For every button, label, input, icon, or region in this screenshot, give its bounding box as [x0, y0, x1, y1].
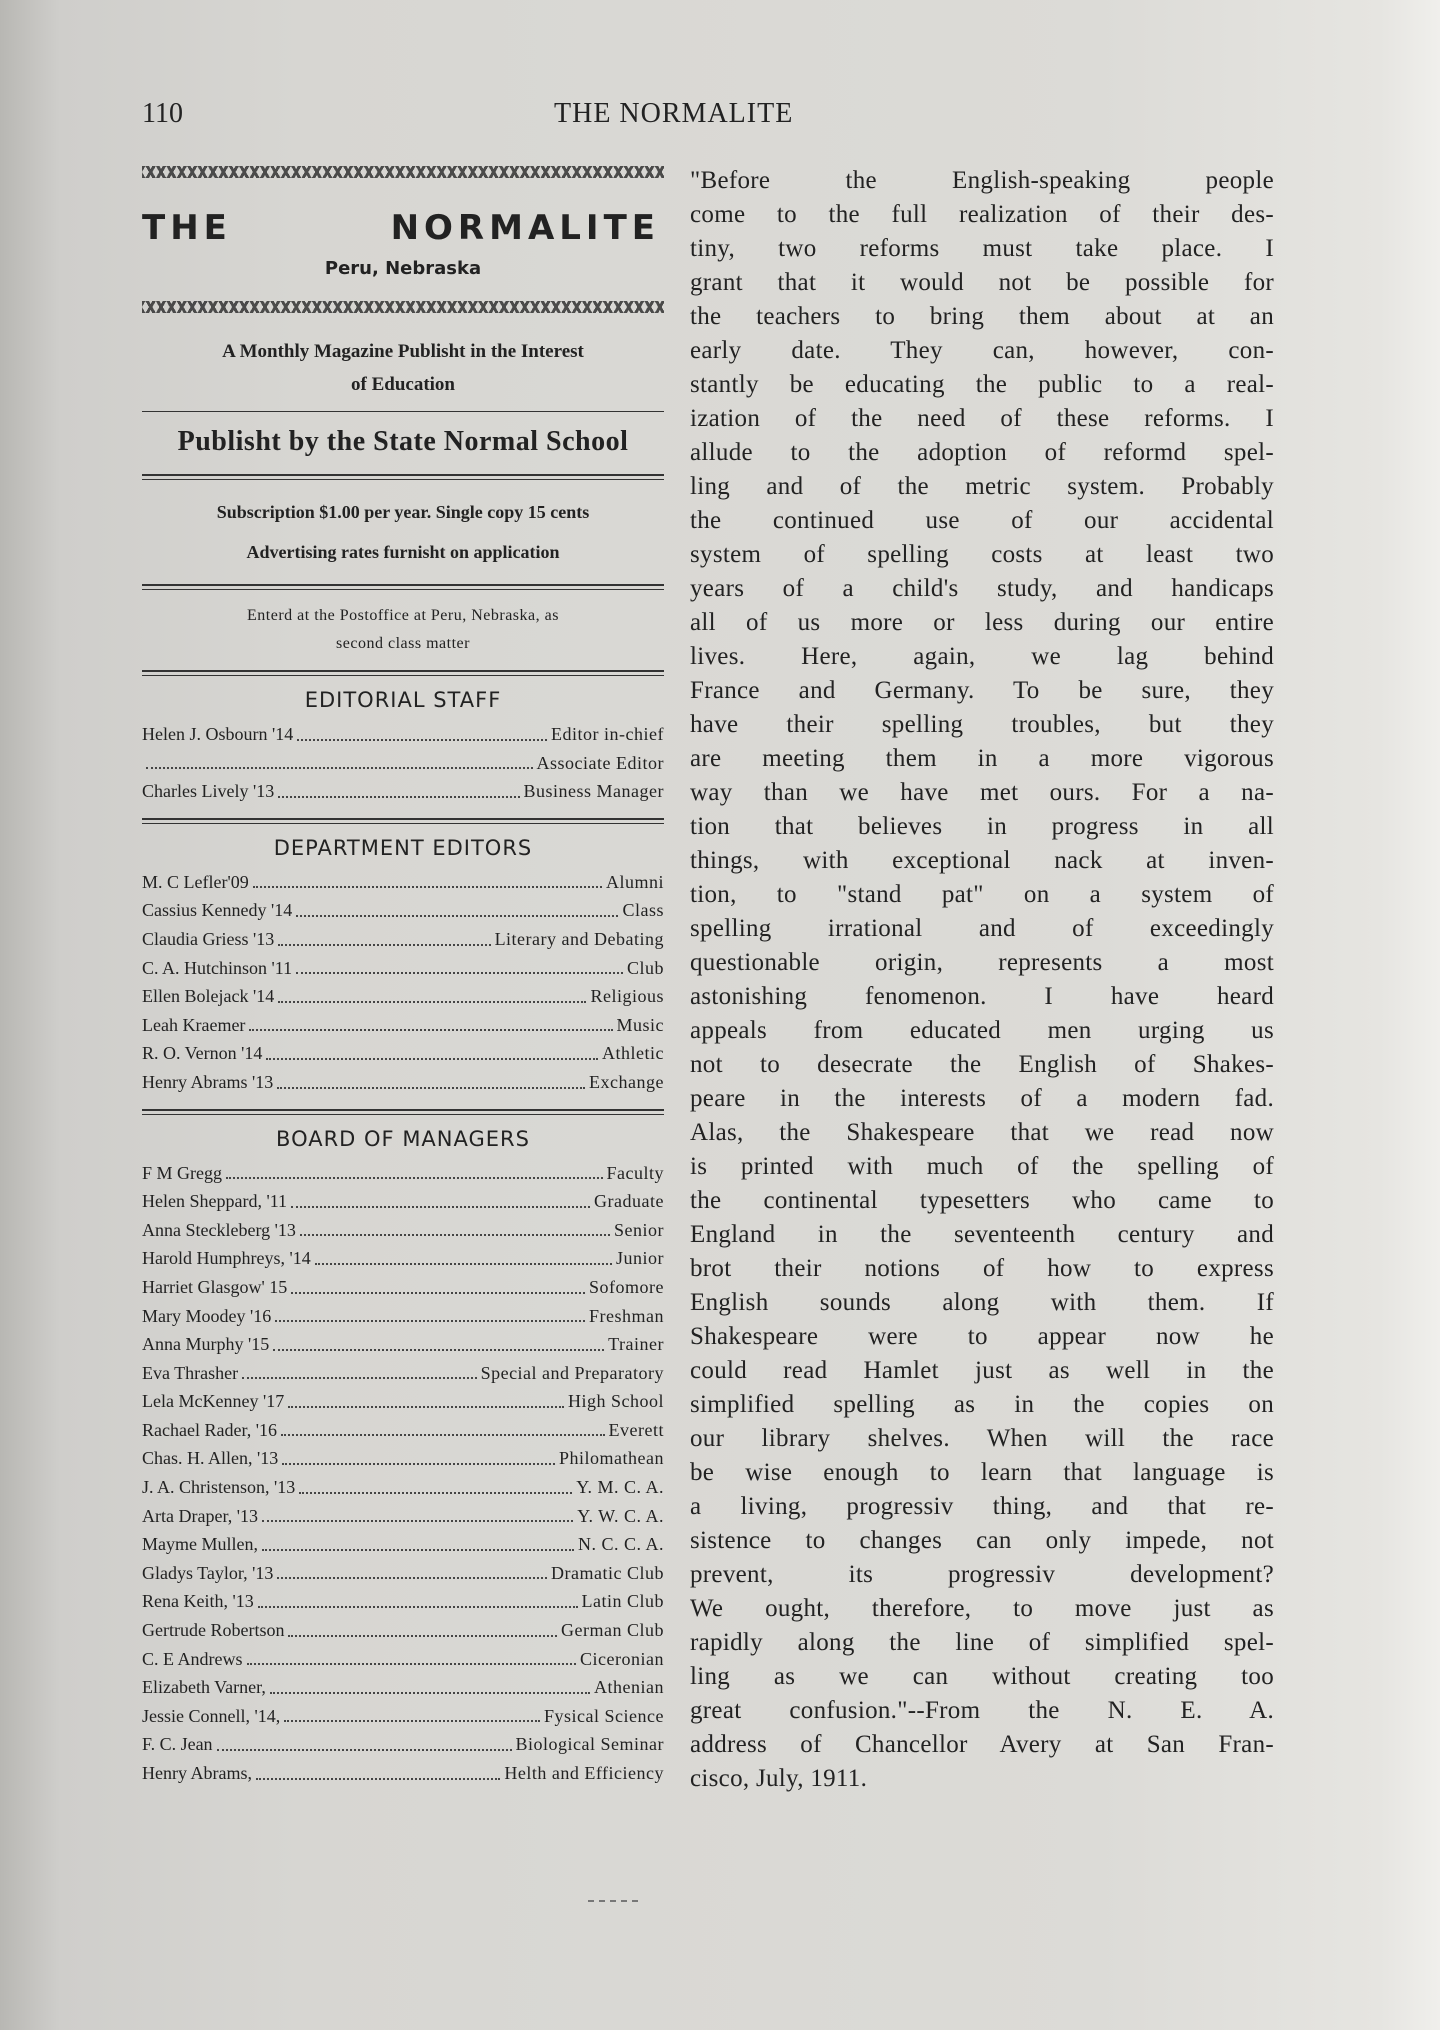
article-line: grant that it would not be possible for	[690, 269, 1274, 296]
publisher-line: Publisht by the State Normal School	[177, 426, 629, 457]
roster-row	[142, 1559, 664, 1588]
roster-name: Harriet Glasgow' 15	[142, 1276, 288, 1297]
dot-leader	[262, 1530, 574, 1551]
article-column	[690, 164, 1274, 1796]
article-line: great confusion."--From the N. E. A.	[690, 1697, 1274, 1724]
ornamental-border-bottom	[142, 301, 664, 313]
roster-row	[142, 1645, 664, 1674]
roster-name: Helen Sheppard, '11	[142, 1191, 288, 1212]
article-line: We ought, therefore, to move just as	[690, 1595, 1274, 1622]
masthead-column	[142, 166, 664, 1788]
dot-leader	[291, 1187, 590, 1208]
roster-row	[142, 749, 664, 778]
roster-row	[142, 1216, 664, 1245]
divider	[142, 474, 664, 480]
article-line: stantly be educating the public to a real-	[690, 371, 1274, 398]
dot-leader	[288, 1616, 557, 1637]
roster-name: Rachael Rader, '16	[142, 1419, 277, 1440]
article-line: have their spelling troubles, but they	[690, 711, 1274, 738]
roster-row	[142, 868, 664, 897]
roster-name: Henry Abrams '13	[142, 1071, 274, 1092]
roster-name: Gertrude Robertson	[142, 1620, 285, 1641]
article-line: tion, to "stand pat" on a system of	[690, 881, 1274, 908]
roster-name: F. C. Jean	[142, 1734, 213, 1755]
roster-row	[142, 1616, 664, 1645]
dot-leader	[282, 1444, 555, 1465]
roster-role: High School	[567, 1391, 664, 1412]
roster-name: Charles Lively '13	[142, 781, 275, 802]
roster-role: Helth and Efficiency	[504, 1763, 664, 1783]
roster-row	[142, 777, 664, 806]
roster-name: Harold Humphreys, '14	[142, 1248, 311, 1269]
dot-leader	[315, 1244, 612, 1265]
divider	[142, 411, 664, 412]
dot-leader	[297, 720, 547, 741]
roster-role: Exchange	[589, 1071, 664, 1092]
roster-name: R. O. Vernon '14	[142, 1043, 263, 1064]
roster-row	[142, 1039, 664, 1068]
article-line: simplified spelling as in the copies on	[690, 1391, 1274, 1418]
dot-leader	[226, 1159, 603, 1180]
article-line: years of a child's study, and handicaps	[690, 575, 1274, 602]
roster-role: Y. W. C. A.	[577, 1505, 664, 1526]
roster-row	[142, 1159, 664, 1188]
article-line: questionable origin, represents a most	[690, 949, 1274, 976]
article-line: tiny, two reforms must take place. I	[690, 235, 1274, 262]
article-line: the continued use of our accidental	[690, 507, 1274, 534]
roster-role: Class	[622, 900, 664, 921]
roster-name: Eva Thrasher	[142, 1362, 239, 1383]
dot-leader	[242, 1359, 476, 1380]
roster-role: Athenian	[594, 1677, 664, 1698]
roster-name: Gladys Taylor, '13	[142, 1562, 274, 1583]
roster-name: Ellen Bolejack '14	[142, 986, 275, 1007]
roster-name: Lela McKenney '17	[142, 1391, 285, 1412]
masthead-title-word-1: THE	[142, 208, 232, 248]
article-line: come to the full realization of their des-	[690, 201, 1274, 228]
roster-role: Trainer	[608, 1334, 664, 1355]
ornamental-border-top	[142, 166, 664, 178]
roster-role: N. C. C. A.	[577, 1534, 664, 1555]
roster-name: J. A. Christenson, '13	[142, 1477, 296, 1498]
tagline-line-1: A Monthly Magazine Publisht in the Interest	[222, 341, 584, 362]
dot-leader	[247, 1645, 577, 1666]
entered-line-1: Enterd at the Postoffice at Peru, Nebraska, as	[247, 607, 559, 624]
board-of-managers-list	[142, 1159, 664, 1788]
roster-name: C. E Andrews	[142, 1648, 243, 1669]
roster-name: Elizabeth Varner,	[142, 1677, 266, 1698]
roster-role: Alumni	[605, 871, 664, 892]
dot-leader	[288, 1387, 564, 1408]
roster-name: M. C Lefler'09	[142, 871, 249, 892]
roster-role: Sofomore	[589, 1276, 664, 1297]
roster-row	[142, 954, 664, 983]
article-line: our library shelves. When will the race	[690, 1425, 1274, 1452]
article-line: things, with exceptional nack at inven-	[690, 847, 1274, 874]
roster-name: Chas. H. Allen, '13	[142, 1448, 279, 1469]
article-line: rapidly along the line of simplified spel-	[690, 1629, 1274, 1656]
roster-row	[142, 925, 664, 954]
dot-leader	[217, 1730, 512, 1751]
roster-name: Arta Draper, '13	[142, 1505, 258, 1526]
article-line: a living, progressiv thing, and that re-	[690, 1493, 1274, 1520]
dot-leader	[273, 1330, 604, 1351]
roster-role: Religious	[590, 986, 664, 1007]
article-line: address of Chancellor Avery at San Fran-	[690, 1731, 1274, 1758]
article-line: "Before the English-speaking people	[690, 167, 1274, 194]
dot-leader	[249, 1011, 612, 1032]
roster-name: Cassius Kennedy '14	[142, 900, 293, 921]
masthead-tagline	[142, 335, 664, 401]
dot-leader	[296, 896, 618, 917]
article-line: appeals from educated men urging us	[690, 1017, 1274, 1044]
article-line: is printed with much of the spelling of	[690, 1153, 1274, 1180]
article-line: early date. They can, however, con-	[690, 337, 1274, 364]
article-line: spelling irrational and of exceedingly	[690, 915, 1274, 942]
article-line: France and Germany. To be sure, they	[690, 677, 1274, 704]
article-line: tion that believes in progress in all	[690, 813, 1274, 840]
roster-role: Music	[616, 1014, 664, 1035]
roster-row	[142, 1387, 664, 1416]
article-line: lives. Here, again, we lag behind	[690, 643, 1274, 670]
roster-role: German Club	[561, 1620, 664, 1641]
roster-row	[142, 1673, 664, 1702]
dot-leader	[296, 954, 623, 975]
roster-role: Junior	[616, 1248, 664, 1269]
department-editors-list	[142, 868, 664, 1097]
roster-role: Business Manager	[523, 781, 664, 802]
article-line: England in the seventeenth century and	[690, 1221, 1274, 1248]
dot-leader	[284, 1702, 540, 1723]
article-line: could read Hamlet just as well in the	[690, 1357, 1274, 1384]
article-line: the continental typesetters who came to	[690, 1187, 1274, 1214]
roster-role: Philomathean	[559, 1448, 664, 1469]
roster-role: Fysical Science	[544, 1705, 664, 1726]
roster-role: Editor in-chief	[551, 724, 664, 744]
dot-leader	[277, 1559, 547, 1580]
roster-role: Biological Seminar	[515, 1734, 664, 1755]
department-editors-heading: DEPARTMENT EDITORS	[273, 835, 533, 860]
roster-role: Senior	[614, 1219, 664, 1240]
roster-name: Anna Murphy '15	[142, 1334, 270, 1355]
dot-leader	[256, 1759, 500, 1780]
roster-role: Y. M. C. A.	[576, 1477, 664, 1498]
divider	[142, 1109, 664, 1115]
dot-leader	[291, 1273, 585, 1294]
roster-name: Rena Keith, '13	[142, 1591, 254, 1612]
roster-row	[142, 720, 664, 749]
article-line: brot their notions of how to express	[690, 1255, 1274, 1282]
roster-row	[142, 896, 664, 925]
article-line: the teachers to bring them about at an	[690, 303, 1274, 330]
roster-row	[142, 1730, 664, 1759]
roster-name: C. A. Hutchinson '11	[142, 957, 293, 978]
roster-name: Mary Moodey '16	[142, 1305, 272, 1326]
roster-row	[142, 1330, 664, 1359]
roster-name: Mayme Mullen,	[142, 1534, 258, 1555]
article-line: Alas, the Shakespeare that we read now	[690, 1119, 1274, 1146]
roster-row	[142, 982, 664, 1011]
roster-row	[142, 1187, 664, 1216]
running-head-title: THE NORMALITE	[554, 98, 794, 129]
article-line: ling and of the metric system. Probably	[690, 473, 1274, 500]
roster-row	[142, 1302, 664, 1331]
advertising-line: Advertising rates furnisht on application	[246, 542, 560, 562]
roster-role: Dramatic Club	[551, 1562, 664, 1583]
roster-row	[142, 1011, 664, 1040]
masthead-place: Peru, Nebraska	[324, 258, 482, 279]
roster-row	[142, 1587, 664, 1616]
roster-role: Ciceronian	[580, 1648, 664, 1669]
dot-leader	[300, 1216, 610, 1237]
roster-name: F M Gregg	[142, 1162, 222, 1183]
roster-role: Faculty	[606, 1162, 664, 1183]
board-of-managers-heading: BOARD OF MANAGERS	[276, 1126, 530, 1151]
running-head	[142, 98, 1272, 138]
article-line: Shakespeare were to appear now he	[690, 1323, 1274, 1350]
dot-leader	[146, 749, 533, 770]
dot-leader	[277, 1068, 585, 1089]
roster-name: Anna Steckleberg '13	[142, 1219, 296, 1240]
roster-row	[142, 1273, 664, 1302]
divider	[142, 818, 664, 824]
masthead-title-word-2: NORMALITE	[390, 208, 660, 248]
roster-row	[142, 1702, 664, 1731]
dot-leader	[278, 925, 490, 946]
dot-leader	[281, 1416, 605, 1437]
dot-leader	[275, 1302, 585, 1323]
roster-row	[142, 1759, 664, 1788]
article-line: system of spelling costs at least two	[690, 541, 1274, 568]
masthead-title	[142, 208, 664, 248]
roster-role: Latin Club	[581, 1591, 664, 1612]
roster-row	[142, 1244, 664, 1273]
article-line: way than we have met ours. For a na-	[690, 779, 1274, 806]
roster-role: Club	[626, 957, 664, 978]
dot-leader	[262, 1502, 573, 1523]
article-line: not to desecrate the English of Shakes-	[690, 1051, 1274, 1078]
dot-leader	[266, 1039, 598, 1060]
article-line: allude to the adoption of reformd spel-	[690, 439, 1274, 466]
page-number: 110	[142, 98, 183, 129]
article-line: astonishing fenomenon. I have heard	[690, 983, 1274, 1010]
editorial-staff-heading: EDITORIAL STAFF	[304, 688, 502, 712]
article-line: all of us more or less during our entire	[690, 609, 1274, 636]
dot-leader	[299, 1473, 572, 1494]
dot-leader	[253, 868, 602, 889]
entered-line-2: second class matter	[336, 635, 470, 652]
divider	[142, 584, 664, 590]
roster-role: Freshman	[589, 1305, 664, 1326]
divider	[142, 670, 664, 676]
article-line: ization of the need of these reforms. I	[690, 405, 1274, 432]
roster-role: Athletic	[602, 1043, 664, 1064]
roster-row	[142, 1502, 664, 1531]
roster-role: Literary and Debating	[494, 928, 664, 949]
end-mark	[588, 1900, 638, 1902]
roster-name: Leah Kraemer	[142, 1014, 246, 1035]
roster-row	[142, 1416, 664, 1445]
tagline-line-2: of Education	[351, 374, 455, 395]
article-line: prevent, its progressiv development?	[690, 1561, 1274, 1588]
roster-role: Special and Preparatory	[480, 1362, 664, 1383]
roster-row	[142, 1444, 664, 1473]
article-line: be wise enough to learn that language is	[690, 1459, 1274, 1486]
dot-leader	[278, 777, 519, 798]
article-line: sistence to changes can only impede, not	[690, 1527, 1274, 1554]
article-line: English sounds along with them. If	[690, 1289, 1274, 1316]
article-line: peare in the interests of a modern fad.	[690, 1085, 1274, 1112]
roster-name: Jessie Connell, '14,	[142, 1705, 281, 1726]
dot-leader	[278, 982, 586, 1003]
entered-notice	[142, 602, 664, 658]
roster-role: Everett	[608, 1419, 664, 1440]
roster-row	[142, 1530, 664, 1559]
roster-name: Henry Abrams,	[142, 1763, 252, 1783]
roster-row	[142, 1068, 664, 1097]
editorial-staff-list	[142, 720, 664, 806]
dot-leader	[270, 1673, 590, 1694]
roster-row	[142, 1359, 664, 1388]
subscription-line: Subscription $1.00 per year. Single copy 15 cents	[216, 502, 590, 522]
article-line: cisco, July, 1911.	[690, 1765, 868, 1792]
roster-role: Associate Editor	[536, 752, 664, 773]
article-line: are meeting them in a more vigorous	[690, 745, 1274, 772]
dot-leader	[258, 1587, 578, 1608]
article-line: ling as we can without creating too	[690, 1663, 1274, 1690]
roster-name: Claudia Griess '13	[142, 928, 275, 949]
roster-row	[142, 1473, 664, 1502]
roster-role: Graduate	[594, 1191, 664, 1212]
roster-name: Helen J. Osbourn '14	[142, 724, 294, 744]
